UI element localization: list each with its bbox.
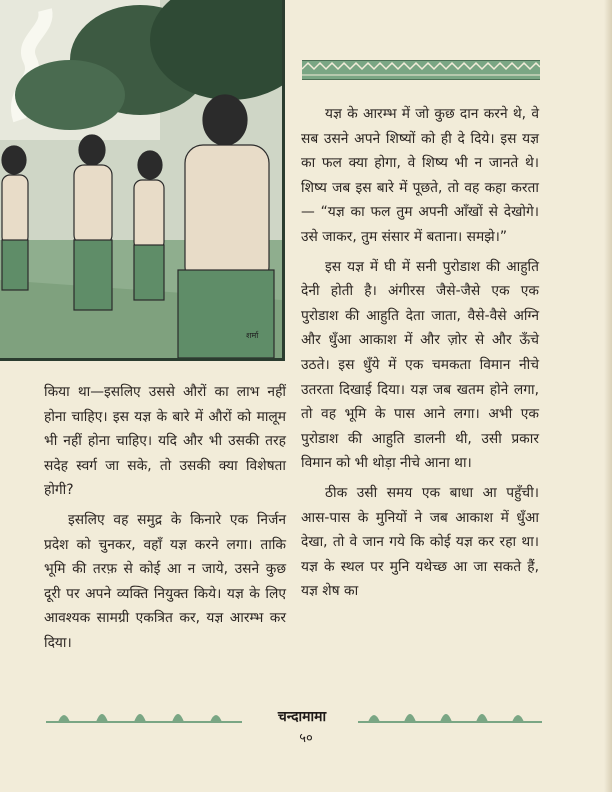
paragraph: किया था—इसलिए उससे औरों का लाभ नहीं होना चाहिए। इस यज्ञ के बारे में औरों को मालूम भी नहीं होना चाहिए। यदि और भी उसकी तरह सदेह स्वर्ग जा सके, तो उसकी क्या विशेषता होगी? bbox=[44, 384, 286, 499]
lamp-border-right-icon bbox=[358, 700, 542, 730]
paragraph: इस यज्ञ में घी में सनी पुरोडाश की आहुति देनी होती है। अंगीरस जैसे-जैसे एक एक पुरोडाश की आहुति देता जाता, वैसे-वैसे अग्नि और धुँआ आकाश में और ज़ोर से और ऊँचे उठते। इस धुँये में एक चमकता विमान नीचे उतरता दिखाई दिया। यज्ञ जब खतम होने लगा, तो वह भूमि के पास आने लगा। अभी एक पुरोडाश की आहुति डालनी थी, उसी प्रकार विमान को भी थोड़ा नीचे आना था। bbox=[301, 258, 539, 472]
page-edge bbox=[604, 0, 612, 792]
artist-signature: शर्मा bbox=[246, 331, 259, 340]
lamp-border-left-icon bbox=[46, 700, 242, 730]
page-number: ५० bbox=[299, 731, 313, 746]
left-column-text bbox=[44, 380, 286, 661]
decorative-border-top bbox=[302, 60, 540, 80]
paragraph: यज्ञ के आरम्भ में जो कुछ दान करने थे, वे सब उसने अपने शिष्यों को ही दे दिये। इस यज्ञ का फल क्या होगा, वे शिष्य भी न जानते थे। शिष्य जब इस बारे में पूछते, तो वह कहा करता— “यज्ञ का फल तुम अपनी आँखों से देखोगे। उसे जाकर, तुम संसार में बताना। समझे।” bbox=[301, 106, 539, 245]
sages-at-yagna-illustration bbox=[0, 0, 282, 358]
ornament-pattern-icon bbox=[302, 61, 540, 77]
paragraph: इसलिए वह समुद्र के किनारे एक निर्जन प्रदेश को चुनकर, वहाँ यज्ञ करने लगा। ताकि भूमि की तरफ़ से कोई आ न जाये, उसने कुछ दूरी पर अपने व्यक्ति नियुक्त किये। यज्ञ के लिए आवश्यक सामग्री एकत्रित कर, यज्ञ आरम्भ कर दिया। bbox=[44, 511, 286, 651]
paragraph: ठीक उसी समय एक बाधा आ पहुँची। आस-पास के मुनियों ने जब आकाश में धुँआ देखा, तो वे जान गये कि कोई यज्ञ कर रहा था। यज्ञ के स्थल पर मुनि यथेच्छ आ जा सकते हैं, यज्ञ शेष का bbox=[301, 484, 539, 600]
right-column-text bbox=[301, 102, 539, 609]
magazine-title: चन्दामामा bbox=[277, 709, 327, 725]
story-illustration bbox=[0, 0, 285, 361]
